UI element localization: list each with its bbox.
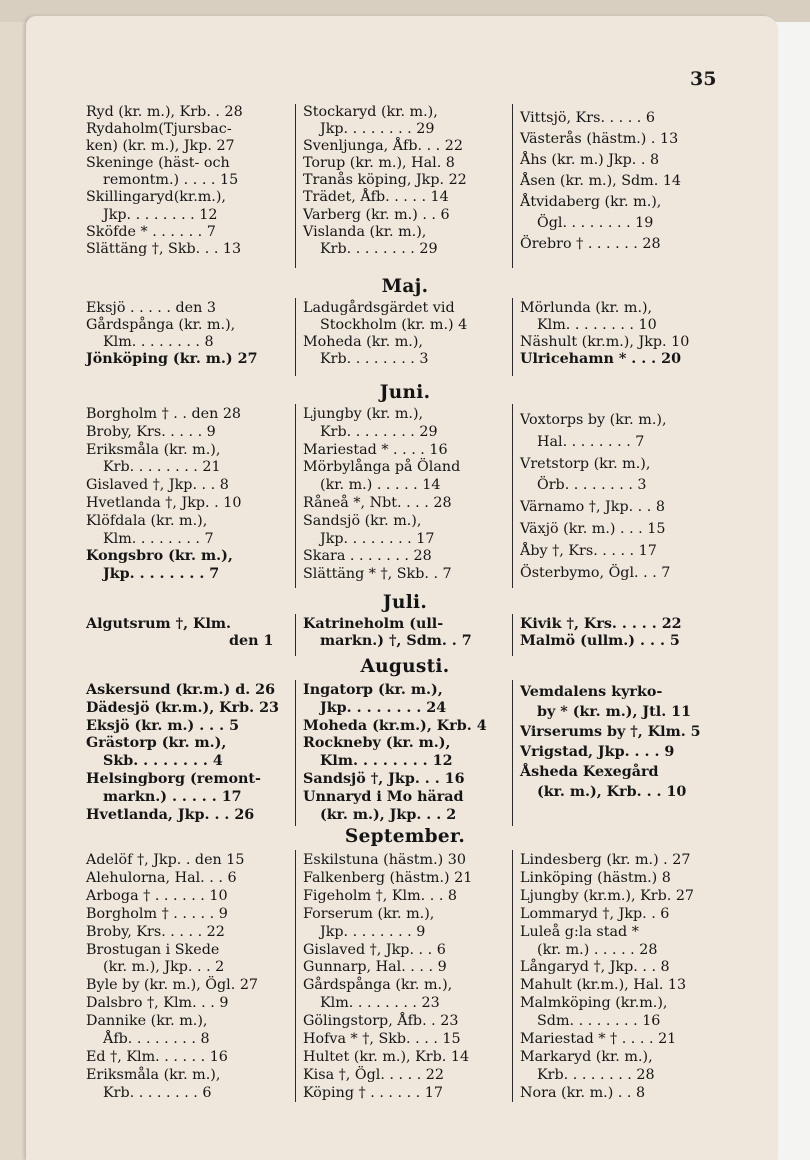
list-item: Hvetlanda †, Jkp. . 10 bbox=[86, 494, 242, 511]
list-item: Gårdspånga (kr. m.), bbox=[86, 317, 236, 334]
list-item: Sdm. . . . . . . . 16 bbox=[537, 1013, 661, 1030]
maj-col1 bbox=[86, 300, 296, 368]
list-item: Vrigstad, Jkp. . . . 9 bbox=[520, 744, 675, 760]
list-item: Skillingaryd(kr.m.), bbox=[86, 189, 226, 206]
list-item: Krb. . . . . . . . 29 bbox=[320, 423, 438, 440]
juni-col2 bbox=[303, 406, 513, 584]
list-item: Borgholm † . . . . . 9 bbox=[86, 905, 228, 922]
list-item: Katrineholm (ull- bbox=[303, 616, 444, 632]
list-item: Åtvidaberg (kr. m.), bbox=[520, 194, 662, 210]
list-item: Åby †, Krs. . . . . 17 bbox=[520, 542, 657, 559]
list-item: Gislaved †, Jkp. . . 6 bbox=[303, 941, 446, 958]
list-item: Rockneby (kr. m.), bbox=[303, 735, 451, 752]
list-item: Skara . . . . . . . 28 bbox=[303, 548, 432, 565]
list-item: Krb. . . . . . . . 29 bbox=[320, 240, 438, 257]
list-item: Lindesberg (kr. m.) . 27 bbox=[520, 852, 691, 868]
juli-col1 bbox=[86, 616, 296, 650]
month-heading-maj: Maj. bbox=[381, 276, 429, 297]
list-item: Jkp. . . . . . . . 7 bbox=[103, 566, 220, 583]
list-item: Sandsjö †, Jkp. . . 16 bbox=[303, 770, 465, 787]
list-item: Varberg (kr. m.) . . 6 bbox=[303, 206, 450, 223]
list-item: Borgholm † . . den 28 bbox=[86, 406, 242, 422]
list-item: Falkenberg (hästm.) 21 bbox=[303, 869, 473, 886]
list-item: Mörbylånga på Öland bbox=[303, 459, 461, 476]
list-item: (kr. m.) . . . . . 28 bbox=[537, 941, 658, 958]
list-item: Vittsjö, Krs. . . . . 6 bbox=[520, 110, 655, 126]
list-item: Råneå *, Nbt. . . . 28 bbox=[303, 494, 452, 511]
september-col3 bbox=[520, 852, 730, 1103]
list-item: Hvetlanda, Jkp. . . 26 bbox=[86, 806, 255, 823]
list-item: Åfb. . . . . . . . 8 bbox=[103, 1031, 210, 1048]
list-item: Gårdspånga (kr. m.), bbox=[303, 977, 453, 994]
list-item: Gunnarp, Hal. . . . 9 bbox=[303, 959, 447, 976]
list-item: Rydaholm(Tjursbac- bbox=[86, 121, 232, 138]
list-item: Dädesjö (kr.m.), Krb. 23 bbox=[86, 699, 279, 716]
list-item: Svenljunga, Åfb. . . 22 bbox=[303, 138, 463, 155]
list-item: Brostugan i Skede bbox=[86, 941, 220, 958]
augusti-col1 bbox=[86, 682, 296, 824]
list-item: Åsen (kr. m.), Sdm. 14 bbox=[520, 173, 682, 189]
list-item: Värnamo †, Jkp. . . 8 bbox=[520, 499, 665, 516]
list-item: Broby, Krs. . . . . 9 bbox=[86, 423, 216, 440]
list-item: remontm.) . . . . 15 bbox=[103, 172, 239, 189]
list-item: Slättäng * †, Skb. . 7 bbox=[303, 566, 452, 583]
juni-col3 bbox=[520, 410, 730, 584]
september-col2 bbox=[303, 852, 513, 1103]
list-item: Eksjö (kr. m.) . . . 5 bbox=[86, 717, 240, 734]
list-item: Klm. . . . . . . . 23 bbox=[320, 995, 440, 1012]
list-item: Malmköping (kr.m.), bbox=[520, 995, 668, 1012]
list-item: Ladugårdsgärdet vid bbox=[303, 300, 455, 316]
list-item: Alehulorna, Hal. . . 6 bbox=[86, 869, 237, 886]
list-item: Krb. . . . . . . . 6 bbox=[103, 1084, 212, 1101]
list-item: (kr. m.) . . . . . 14 bbox=[320, 477, 441, 494]
list-item: markn.) †, Sdm. . 7 bbox=[320, 633, 472, 650]
list-item: Jkp. . . . . . . . 24 bbox=[320, 699, 447, 716]
list-item: Ulricehamn * . . . 20 bbox=[520, 351, 682, 368]
list-item: Broby, Krs. . . . . 22 bbox=[86, 923, 225, 940]
april-col2 bbox=[303, 104, 513, 258]
list-item: Österbymo, Ögl. . . 7 bbox=[520, 564, 671, 581]
list-item: Ljungby (kr.m.), Krb. 27 bbox=[520, 887, 695, 904]
month-heading-september: September. bbox=[344, 826, 466, 847]
list-item: Vretstorp (kr. m.), bbox=[520, 455, 651, 472]
list-item: Krb. . . . . . . . 28 bbox=[537, 1066, 655, 1083]
list-item: Grästorp (kr. m.), bbox=[86, 735, 227, 752]
list-item: Skeninge (häst- och bbox=[86, 155, 230, 172]
list-item: Mariestad * † . . . . 21 bbox=[520, 1031, 677, 1048]
list-item: Mahult (kr.m.), Hal. 13 bbox=[520, 977, 687, 994]
list-item: Näshult (kr.m.), Jkp. 10 bbox=[520, 334, 690, 351]
list-item: Växjö (kr. m.) . . . 15 bbox=[520, 520, 666, 537]
list-item: Köping † . . . . . . 17 bbox=[303, 1084, 443, 1101]
augusti-col3 bbox=[520, 682, 730, 802]
list-item: Västerås (hästm.) . 13 bbox=[520, 131, 679, 147]
augusti-col2 bbox=[303, 682, 513, 824]
list-item: Klm. . . . . . . . 12 bbox=[320, 753, 453, 770]
list-item: Virserums by †, Klm. 5 bbox=[520, 724, 701, 740]
list-item: Jkp. . . . . . . . 29 bbox=[320, 121, 435, 138]
list-item: den 1 bbox=[229, 633, 274, 650]
list-item: Algutsrum †, Klm. bbox=[86, 616, 231, 632]
april-col3 bbox=[520, 108, 730, 255]
juli-col2 bbox=[303, 616, 513, 650]
list-item: Sköfde * . . . . . . 7 bbox=[86, 223, 216, 240]
list-item: Klöfdala (kr. m.), bbox=[86, 512, 208, 529]
list-item: Byle by (kr. m.), Ögl. 27 bbox=[86, 977, 259, 994]
list-item: Jkp. . . . . . . . 9 bbox=[320, 923, 426, 940]
list-item: Ljungby (kr. m.), bbox=[303, 406, 424, 422]
list-item: Mariestad * . . . . 16 bbox=[303, 441, 448, 458]
list-item: Helsingborg (remont- bbox=[86, 770, 261, 787]
list-item: Ed †, Klm. . . . . . 16 bbox=[86, 1048, 228, 1065]
list-item: Dalsbro †, Klm. . . 9 bbox=[86, 995, 229, 1012]
list-item: Moheda (kr. m.), bbox=[303, 334, 423, 351]
list-item: Hultet (kr. m.), Krb. 14 bbox=[303, 1048, 470, 1065]
list-item: Krb. . . . . . . . 21 bbox=[103, 459, 221, 476]
list-item: Linköping (hästm.) 8 bbox=[520, 869, 671, 886]
list-item: Unnaryd i Mo härad bbox=[303, 788, 464, 805]
list-item: Klm. . . . . . . . 7 bbox=[103, 530, 214, 547]
list-item: Stockholm (kr. m.) 4 bbox=[320, 317, 468, 334]
list-item: Malmö (ullm.) . . . 5 bbox=[520, 633, 680, 650]
month-heading-augusti: Augusti. bbox=[360, 656, 450, 677]
list-item: Mörlunda (kr. m.), bbox=[520, 300, 653, 316]
list-item: Luleå g:la stad * bbox=[520, 923, 639, 940]
list-item: Gölingstorp, Åfb. . 23 bbox=[303, 1013, 459, 1030]
list-item: Jkp. . . . . . . . 12 bbox=[103, 206, 218, 223]
list-item: Gislaved †, Jkp. . . 8 bbox=[86, 477, 229, 494]
list-item: Torup (kr. m.), Hal. 8 bbox=[303, 155, 455, 172]
month-heading-juni: Juni. bbox=[379, 382, 431, 403]
list-item: Nora (kr. m.) . . 8 bbox=[520, 1084, 646, 1101]
list-item: Jönköping (kr. m.) 27 bbox=[86, 351, 258, 368]
maj-col3 bbox=[520, 300, 730, 368]
list-item: Adelöf †, Jkp. . den 15 bbox=[86, 852, 245, 868]
list-item: Eriksmåla (kr. m.), bbox=[86, 1066, 221, 1083]
list-item: ken) (kr. m.), Jkp. 27 bbox=[86, 138, 235, 155]
list-item: Sandsjö (kr. m.), bbox=[303, 512, 422, 529]
list-item: Åhs (kr. m.) Jkp. . 8 bbox=[520, 152, 660, 168]
list-item: Voxtorps by (kr. m.), bbox=[520, 412, 667, 428]
list-item: Vislanda (kr. m.), bbox=[303, 223, 427, 240]
page-number: 35 bbox=[690, 68, 717, 90]
list-item: Ryd (kr. m.), Krb. . 28 bbox=[86, 104, 243, 120]
list-item: Ögl. . . . . . . . 19 bbox=[537, 215, 654, 231]
list-item: Klm. . . . . . . . 10 bbox=[537, 317, 657, 334]
list-item: Skb. . . . . . . . 4 bbox=[103, 753, 223, 770]
list-item: Eriksmåla (kr. m.), bbox=[86, 441, 221, 458]
list-item: Ingatorp (kr. m.), bbox=[303, 682, 443, 698]
list-item: Dannike (kr. m.), bbox=[86, 1013, 208, 1030]
list-item: Kongsbro (kr. m.), bbox=[86, 548, 233, 565]
list-item: Slättäng †, Skb. . . 13 bbox=[86, 240, 242, 257]
list-item: Vemdalens kyrko- bbox=[520, 684, 663, 700]
list-item: Eksjö . . . . . den 3 bbox=[86, 300, 216, 316]
list-item: markn.) . . . . . 17 bbox=[103, 788, 242, 805]
list-item: Askersund (kr.m.) d. 26 bbox=[86, 682, 276, 698]
list-item: Figeholm †, Klm. . . 8 bbox=[303, 887, 458, 904]
list-item: Örebro † . . . . . . 28 bbox=[520, 236, 661, 252]
list-item: Jkp. . . . . . . . 17 bbox=[320, 530, 435, 547]
previous-page-edge bbox=[0, 22, 26, 1160]
list-item: Markaryd (kr. m.), bbox=[520, 1048, 653, 1065]
list-item: Kisa †, Ögl. . . . . 22 bbox=[303, 1066, 444, 1083]
list-item: Krb. . . . . . . . 3 bbox=[320, 351, 429, 368]
list-item: Eskilstuna (hästm.) 30 bbox=[303, 852, 466, 868]
list-item: Klm. . . . . . . . 8 bbox=[103, 334, 214, 351]
juli-col3 bbox=[520, 616, 730, 650]
month-heading-juli: Juli. bbox=[382, 592, 428, 613]
list-item: (kr. m.), Krb. . . 10 bbox=[537, 784, 687, 800]
list-item: Örb. . . . . . . . 3 bbox=[537, 477, 647, 494]
maj-col2 bbox=[303, 300, 513, 368]
list-item: Trädet, Åfb. . . . . 14 bbox=[303, 189, 449, 206]
list-item: Stockaryd (kr. m.), bbox=[303, 104, 438, 120]
list-item: Forserum (kr. m.), bbox=[303, 905, 435, 922]
list-item: Hofva * †, Skb. . . . 15 bbox=[303, 1031, 461, 1048]
list-item: (kr. m.), Jkp. . . 2 bbox=[320, 806, 457, 823]
list-item: Tranås köping, Jkp. 22 bbox=[303, 172, 467, 189]
list-item: Moheda (kr.m.), Krb. 4 bbox=[303, 717, 487, 734]
list-item: Långaryd †, Jkp. . . 8 bbox=[520, 959, 670, 976]
list-item: Hal. . . . . . . . 7 bbox=[537, 433, 645, 450]
list-item: Åsheda Kexegård bbox=[520, 764, 659, 780]
juni-col1 bbox=[86, 406, 296, 584]
list-item: by * (kr. m.), Jtl. 11 bbox=[537, 704, 692, 720]
list-item: (kr. m.), Jkp. . . 2 bbox=[103, 959, 225, 976]
april-col1 bbox=[86, 104, 296, 258]
list-item: Arboga † . . . . . . 10 bbox=[86, 887, 228, 904]
list-item: Kivik †, Krs. . . . . 22 bbox=[520, 616, 682, 632]
list-item: Lommaryd †, Jkp. . 6 bbox=[520, 905, 670, 922]
september-col1 bbox=[86, 852, 296, 1103]
